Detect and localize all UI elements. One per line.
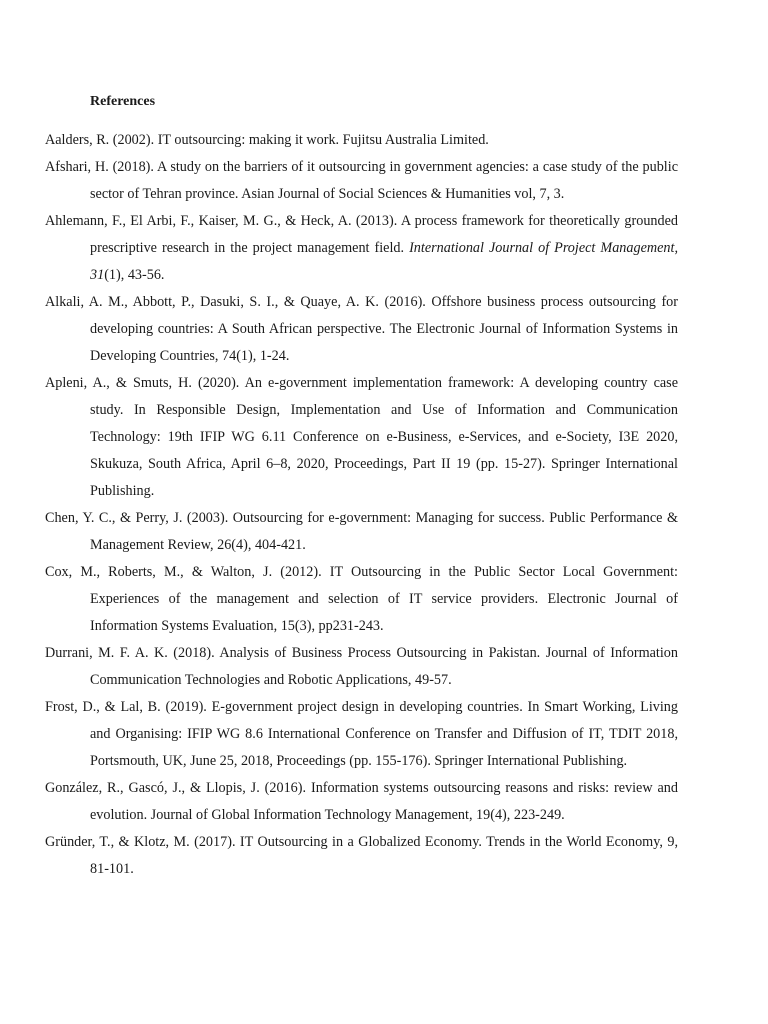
reference-entry: Durrani, M. F. A. K. (2018). Analysis of Business Process Outsourcing in Pakistan. Journal of Information Communication Technologies and Robotic Applications, 49-57.: [45, 645, 678, 688]
reference-entry: González, R., Gascó, J., & Llopis, J. (2016). Information systems outsourcing reasons and risks: review and evolution. Journal of Global Information Technology Management, 19(4), 223-249.: [45, 780, 678, 823]
reference-entry: Alkali, A. M., Abbott, P., Dasuki, S. I., & Quaye, A. K. (2016). Offshore business process outsourcing for developing countries: A South African perspective. The Electronic Journal of Information Systems in Developing Countries, 74(1), 1-24.: [45, 294, 678, 364]
reference-entry: Aalders, R. (2002). IT outsourcing: making it work. Fujitsu Australia Limited.: [45, 132, 489, 148]
reference-entry: Chen, Y. C., & Perry, J. (2003). Outsourcing for e-government: Managing for success. Public Performance & Management Review, 26(4), 404-421.: [45, 510, 678, 553]
reference-entry: Frost, D., & Lal, B. (2019). E-government project design in developing countries. In Smart Working, Living and Organising: IFIP WG 8.6 International Conference on Transfer and Diffusion of IT, TDIT 2018, Portsmouth, UK, June 25, 2018, Proceedings (pp. 155-176). Springer International Publishing.: [45, 699, 678, 769]
reference-entry: Apleni, A., & Smuts, H. (2020). An e-government implementation framework: A developing country case study. In Responsible Design, Implementation and Use of Information and Communication Technology: 19th IFIP WG 6.11 Conference on e-Business, e-Services, and e-Society, I3E 2020, Skukuza, South Africa, April 6–8, 2020, Proceedings, Part II 19 (pp. 15-27). Springer International Publishing.: [45, 375, 678, 499]
reference-entry: [45, 208, 678, 289]
reference-text: Ahlemann, F., El Arbi, F., Kaiser, M. G., & Heck, A. (2013). A process framework for theoretically grounded prescriptive research in the project management field.: [45, 213, 678, 256]
reference-text: (1), 43-56.: [104, 267, 165, 283]
references-heading: References: [90, 94, 156, 109]
reference-entry: Afshari, H. (2018). A study on the barriers of it outsourcing in government agencies: a case study of the public sector of Tehran province. Asian Journal of Social Sciences & Humanities vol, 7, 3.: [45, 159, 678, 202]
reference-entry: Gründer, T., & Klotz, M. (2017). IT Outsourcing in a Globalized Economy. Trends in the World Economy, 9, 81-101.: [45, 834, 678, 877]
reference-list: [45, 127, 678, 883]
reference-journal: International Journal of Project Management, 31: [90, 240, 679, 283]
reference-entry: Cox, M., Roberts, M., & Walton, J. (2012). IT Outsourcing in the Public Sector Local Government: Experiences of the management and selection of IT service providers. Electronic Journal of Information Systems Evaluation, 15(3), pp231-243.: [45, 564, 678, 634]
